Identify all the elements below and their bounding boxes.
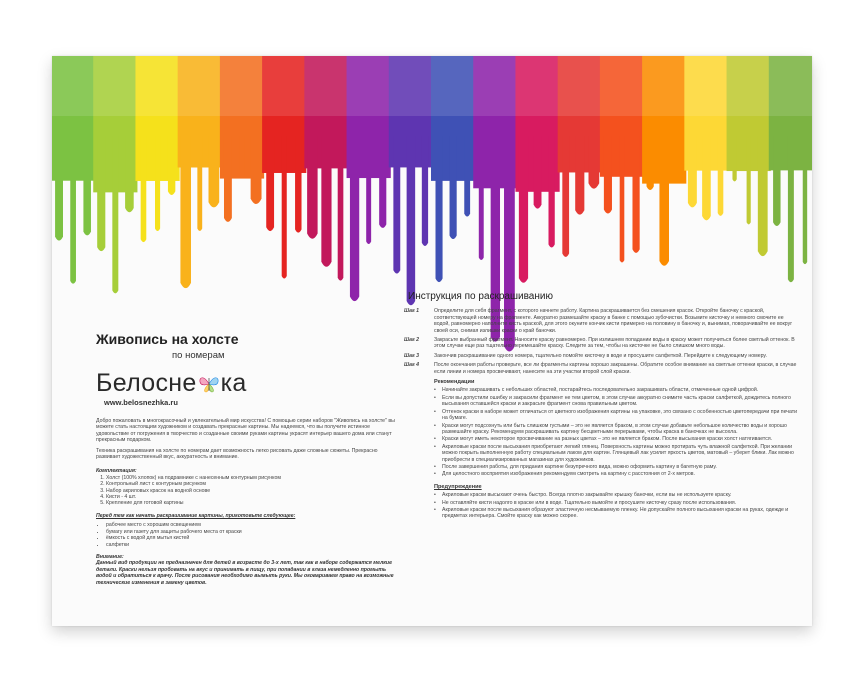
warning-text: Не оставляйте кисти надолго в краске или в воде. Тщательно вымойте и просушите кисточку сразу после использования. [442,499,737,506]
prep-item: • бумагу или газету для защиты рабочего места от краски [106,529,396,535]
intro-paragraph: Техника раскрашивания на холсте по номерам дает возможность легко рисовать даже сложные сюжеты. Прекрасно развивает художественный вкус, аккуратность и внимание. [96,447,378,461]
paint-drip [732,136,736,181]
left-column [96,418,396,590]
recommendation-item: • Начинайте закрашивать с небольших областей, постарайтесь последовательно закрашивать области, отмеченные одной цифрой. [434,387,759,394]
paint-drip [83,136,91,235]
kit-list [96,475,396,507]
instructions-title: Инструкция по раскрашиванию [408,291,553,302]
step-text: Определите для себя фрагмент, с которого начнете работу. Картина раскрашивается без смешения красок. Откройте баночку с краской, соответствующей номеру на фрагменте. Аккуратно размешайте краску в банке с помощью зубочистки. Возьмите кисточку и немного смочите ее водой, равномерно наполните кисть краской, для этого окуните кончик кисти примерно на половину в баночку и, вынимая, поворачивайте ее вокруг своей оси, снимая излишки краски о край баночки. [434,308,793,334]
paint-drip [295,136,301,233]
recommendation-text: Для целостного восприятия изображения рекомендуем смотреть на картину с расстояния от 2-х метров. [442,471,695,478]
paint-drip [773,136,780,226]
paint-drip [379,136,386,228]
paint-drip [209,136,220,207]
attention-heading: Внимание: [96,553,124,560]
product-subtitle: по номерам [172,350,225,361]
website-url: www.belosnezhka.ru [104,398,178,407]
warning-heading: Предупреждение [434,483,482,490]
paint-drip [604,136,612,213]
paint-drip [534,136,542,209]
paint-drip [393,136,400,274]
paint-drip [125,136,134,212]
paint-drip [718,136,724,216]
package-box [52,56,812,626]
step-label: Шаг 2 [404,337,420,344]
attention-text: Данный вид продукции не предназначен для детей в возрасте до 3-х лет, так как в наборе содержатся мелкие детали. Краски нельзя пробовать на вкус и принимать в пищу, при попадании в глаза немедленно промыть водой и обратиться к врачу. После рисования необходимо вымыть руки. Мы оговариваем право на возможные технические изменения в замену цветов. [96,560,394,586]
paint-drip [338,136,344,281]
paint-drip [197,136,202,231]
prep-item: • рабочее место с хорошим освещением [106,522,396,528]
paint-drip [321,136,331,267]
prep-list [96,522,396,548]
instructions-column [404,291,799,521]
instruction-step [404,337,799,350]
brand-name-right: ка [220,369,247,397]
paint-drip [519,136,528,283]
kit-item: 1. Холст (100% хлопок) на подрамнике с нанесенным контурным рисунком [106,475,396,481]
paint-drip [70,136,76,284]
product-title: Живопись на холсте [96,331,239,347]
recommendations-heading: Рекомендации [434,379,475,386]
paint-drip [307,136,317,239]
prep-heading: Перед тем как начать раскрашивание картины, приготовьте следующее: [96,512,296,519]
step-label: Шаг 3 [404,352,420,359]
paint-drip [366,136,371,244]
recommendation-text: Краски могут подсохнуть или быть слишком густыми – это не является браком, в этом случае добавьте небольшое количество воды и хорошо размешайте краску. Рекомендуем раскрашивать картину бесцветными перерывами, чтобы краска в баночках не высохла. [442,422,787,435]
paint-drip [180,136,191,288]
intro-paragraph: Добро пожаловать в многокрасочный и увлекательный мир искусства! С помощью серии наборов "Живопись на холсте" вы можете стать настоящим художником и создавать прекрасные картины. Мы надеемся, что вы получите истинное удовольствие от погружения в творчество и созданные своими руками картины украсят интерьер вашего дома или станут прекрасным подарком. [96,418,395,444]
brand-logo [96,369,247,398]
recommendation-item: • После завершения работы, для придания картине безупречного вида, можно оформить картину в багетную раму. [434,463,717,470]
recommendation-item: • Если вы допустили ошибку и закрасили фрагмент не тем цветом, в этом случае аккуратно снимите часть краски салфеткой, дождитесь полного высыхания оставшейся краски и закрасьте фрагмент снова правильным цветом. [434,395,799,408]
kit-item: 4. Кисти - 4 шт. [106,494,396,500]
paint-drip [239,136,245,178]
recommendation-item: • Для целостного восприятия изображения рекомендуем смотреть на картину с расстояния от 2-х метров. [434,471,695,478]
recommendation-item: • Оттенок краски в наборе может отличаться от цветного изображения картины на упаковке, это связано с особенностью цветопередачи при печати на бумаге. [434,408,798,422]
paint-highlight [52,56,812,116]
butterfly-icon [198,374,220,394]
warning-item: • Акриловые краски после высыхания образуют эластичную несмываемую пленку. Не допускайте полного высыхания краски на руках, одежде и предметах интерьера. Смойте краску как можно скорее. [434,507,799,520]
paint-drip [589,136,600,189]
paint-drip [788,136,794,282]
recommendation-item: • Краски могут подсохнуть или быть слишком густыми – это не является браком, в этом случае добавьте небольшое количество воды и хорошо размешайте краску. Рекомендуем раскрашивать картину бесцветными перерывами, чтобы краска в баночках не высохла. [434,423,799,436]
step-label: Шаг 1 [404,308,420,315]
paint-drip [282,136,287,278]
paint-drip [562,136,569,257]
paint-drip [224,136,232,222]
paint-drip [659,136,669,266]
paint-drip [688,136,697,207]
recommendation-item: • Краски могут иметь некоторое просвечивание на разных цветах – это не является браком. После высыхания краски холст натягивается. [434,436,773,443]
recommendation-text: Оттенок краски в наборе может отличаться от цветного изображения картины на упаковке, это связано с особенностью цветопередачи при печати на бумаге. [442,408,798,422]
paint-drip [436,136,443,282]
step-text: Закончив раскрашивание одного номера, тщательно помойте кисточку в воде и просушите салфеткой. Перейдите к следующему номеру. [434,352,767,359]
paint-drip [350,136,359,301]
recommendation-text: Начинайте закрашивать с небольших областей, постарайтесь последовательно закрашивать области, отмеченные одной цифрой. [442,387,759,394]
paint-drip [702,136,711,220]
paint-drip [168,136,175,195]
paint-drip [803,136,807,264]
paint-drip [266,136,274,231]
paint-drip [97,136,105,251]
paint-drip [407,136,416,305]
paint-drip [141,136,147,242]
prep-item: • салфетки [106,542,396,548]
paint-drip [758,136,768,256]
recommendation-text: Акриловые краски после высыхания приобретают легкий глянец. Поверхность картины можно протирать чуть влажной салфеткой. При желании можно покрыть выполненную работу специальным лаком для картин. Глянцевый лак усилит яркость цветов, матовый – уберет блики. Лак можно приобрести в специализированных магазинах для художников. [442,443,794,463]
instruction-step [404,308,799,334]
warning-item: • Не оставляйте кисти надолго в краске или в воде. Тщательно вымойте и просушите кисточку сразу после использования. [434,499,737,506]
paint-drip [620,136,625,262]
kit-item: 2. Контрольный лист с контурным рисунком [106,481,396,487]
paint-drip [747,136,751,224]
step-text: После окончания работы проверьте, все ли фрагменты картины хорошо закрашены. Обратите особое внимание на светлые оттенки краски, в случае если линии и номера просвечивают, нанесите на эти участки второй слой краски. [434,362,797,375]
paint-drip [112,136,118,293]
recommendation-text: Краски могут иметь некоторое просвечивание на разных цветах – это не является браком. После высыхания краски холст натягивается. [442,436,773,443]
paint-drip [479,136,484,260]
kit-heading: Комплектация: [96,468,137,475]
prep-item: • ёмкость с водой для мытья кистей [106,535,396,541]
kit-item: 5. Крепление для готовой картины [106,500,396,506]
warning-text: Акриловые краски высыхают очень быстро. Всегда плотно закрывайте крышку баночки, если вы не используете краску. [442,492,732,499]
paint-drip [575,136,584,215]
instruction-step [404,353,799,359]
recommendation-item: • Акриловые краски после высыхания приобретают легкий глянец. Поверхность картины можно протирать чуть влажной салфеткой. При желании можно покрыть выполненную работу специальным лаком для картин. Глянцевый лак усилит яркость цветов, матовый – уберет блики. Лак можно приобрести в специализированных магазинах для художников. [434,444,799,463]
warning-item: • Акриловые краски высыхают очень быстро. Всегда плотно закрывайте крышку баночки, если вы не используете краску. [434,492,732,499]
paint-drip [251,136,262,204]
recommendation-text: Если вы допустили ошибку и закрасили фрагмент не тем цветом, в этом случае аккуратно снимите часть краски салфеткой, дождитесь полного высыхания оставшейся краски и закрасьте фрагмент снова правильным цветом. [442,394,791,408]
paint-drip [548,136,554,248]
paint-drip [450,136,457,239]
brand-name-left: Белосне [96,369,197,397]
step-text: Закрасьте выбранный фрагмент. Наносите краску равномерно. При излишнем попадании воды в краску может получиться более светлый оттенок. В этом случае еще раз тщательно перемешайте краску. Следите за тем, чтобы на кисточке не было слишком много воды. [434,337,795,350]
paint-drip [632,136,639,253]
recommendation-text: После завершения работы, для придания картине безупречного вида, можно оформить картину в багетную раму. [442,463,717,470]
warning-text: Акриловые краски после высыхания образуют эластичную несмываемую пленку. Не допускайте полного высыхания краски на руках, одежде и предметах интерьера. Смойте краску как можно скорее. [442,506,789,520]
paint-drip [464,136,470,216]
paint-drip [422,136,428,246]
instruction-step [404,362,799,375]
paint-drip [675,136,681,180]
paint-drip [155,136,160,231]
paint-drip [55,136,63,241]
step-label: Шаг 4 [404,362,420,369]
paint-drip [647,136,654,190]
kit-item: 3. Набор акриловых красок на водной основе [106,488,396,494]
